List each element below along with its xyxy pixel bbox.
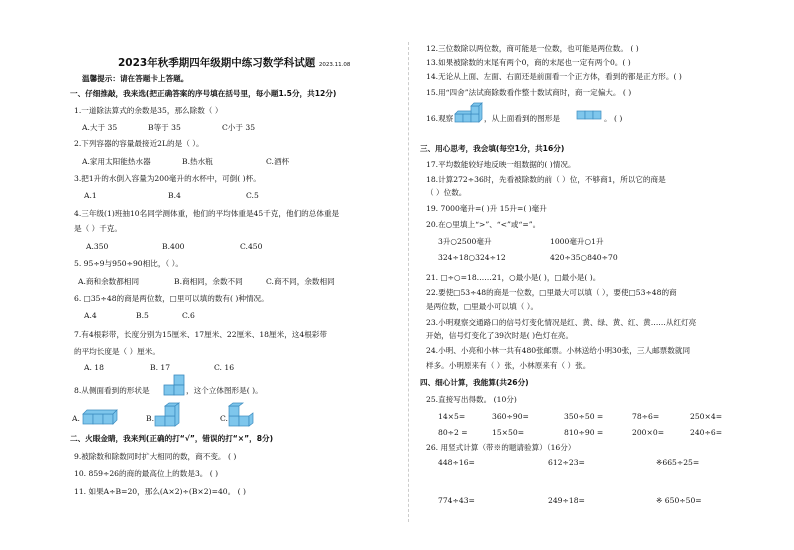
q2-b: B.热水瓶 (182, 157, 213, 166)
q7-b: B. 17 (150, 363, 171, 372)
q8-b: B. (146, 414, 154, 423)
q11: 11. 如果A÷B=20，那么(A×2)÷(B×2)=40。 ( ) (74, 487, 246, 496)
q5-c: C.商不同，余数相同 (266, 277, 335, 286)
section4-heading: 四、细心计算，我能算(共26分) (420, 378, 529, 387)
q21: 21. □÷○=18……21，○最小是( )，□最小是( )。 (426, 273, 601, 282)
q20d: 420÷35○840÷70 (550, 253, 618, 262)
left-column (70, 0, 390, 550)
side-view-shape-icon (163, 374, 185, 396)
q16-c: 。 ( ) (604, 114, 623, 123)
section3-heading: 三、用心思考，我会填(每空1分，共16分) (420, 144, 565, 153)
q6-b: B.5 (136, 311, 149, 320)
q13: 13.如果被除数的末尾有两个0，商的末尾也一定有两个0。( ) (426, 58, 631, 67)
q4-b: B.400 (162, 242, 185, 251)
q16-solid-icon (454, 102, 484, 126)
calc-item: 78÷6= (632, 412, 660, 421)
q2-stem: 2.下列容器的容量最接近2L的是（ ）。 (74, 139, 204, 148)
q3-b: B.4 (168, 191, 181, 200)
q8-stem: 8.从侧面看到的形状是 (74, 386, 150, 395)
calc-item: 15×50= (492, 428, 525, 437)
cube-shape-c-icon (228, 402, 262, 428)
q2-a: A.家用太阳能热水器 (82, 157, 151, 166)
q1-stem: 1.一道除法算式的余数是35，那么除数（ ） (74, 106, 223, 115)
title-date: 2023.11.08 (318, 62, 351, 68)
q9: 9.被除数和除数同时扩大相同的数，商不变。 ( ) (74, 452, 237, 461)
calc-item: 612÷23= (548, 458, 585, 467)
section1-heading: 一、仔细推敲，我来选(把正确答案的序号填在括号里，每小题1.5分，共12分) (70, 89, 337, 98)
q25: 25.直接写出得数。 (10分) (426, 395, 517, 404)
q6-stem: 6. □35÷48的商是两位数，□里可以填的数有( )种情况。 (74, 294, 269, 303)
q12: 12.三位数除以两位数，商可能是一位数，也可能是两位数。 ( ) (426, 44, 639, 53)
q16-top-view-icon (576, 110, 604, 122)
q7-c: C. 16 (214, 363, 235, 372)
calc-item: 774÷43= (438, 496, 475, 505)
tip: 温馨提示：请在答题卡上答题。 (82, 74, 189, 83)
calc-item: 80÷2 = (438, 428, 468, 437)
q16-a: 16.观察 (426, 114, 454, 123)
q15: 15.用“四舍”法试商除数看作整十数试商时，商一定偏大。 ( ) (426, 88, 632, 97)
q7-a: A. 18 (84, 363, 104, 372)
calc-item: 249÷18= (548, 496, 585, 505)
q19: 19. 7000毫升=( )升 15升=( )毫升 (426, 204, 547, 213)
q26: 26. 用竖式计算（带※的题请验算）（16分） (426, 443, 576, 452)
q6-c: C.6 (182, 311, 195, 320)
section2-heading: 二、火眼金睛，我来判(正确的打“√”，错误的打“×”，8分) (70, 434, 274, 443)
q23a: 23.小明观察交通路口的信号灯变化情况是红、黄、绿、黄、红、黄……从红灯亮 (426, 318, 697, 327)
q20: 20.在○里填上“>”、“<”或“=”。 (426, 220, 541, 229)
exam-title (118, 58, 350, 70)
q22a: 22.要使□53÷48的商是一位数，□里最大可以填（ ），要使□53÷48的商 (426, 288, 677, 297)
q17: 17.平均数能较好地反映一组数据的( )情况。 (426, 160, 576, 169)
calc-item: 350÷50 = (564, 412, 604, 421)
q20c: 324÷18○324÷12 (438, 253, 506, 262)
q5-a: A.商和余数都相同 (78, 277, 140, 286)
q18b: （ ）位数。 (426, 188, 467, 197)
right-column (420, 0, 770, 550)
calc-item: 240÷6= (690, 428, 723, 437)
q18a: 18.计算272÷36时，先看被除数的前（ ）位，不够商1，所以它的商是 (426, 175, 666, 184)
q8-stem-tail: ，这个立体图形是( )。 (186, 386, 263, 395)
q24a: 24.小明、小亮和小林一共有480张邮票。小林送给小明30张，三人邮票数就同 (426, 346, 691, 355)
cube-shape-b-icon (154, 402, 188, 428)
calc-item: 14×5= (438, 412, 466, 421)
q23b: 开始，信号灯变化了39次时是( )色灯在亮。 (426, 331, 574, 340)
column-divider (408, 42, 409, 522)
q3-c: C.5 (246, 191, 259, 200)
calc-item: 448÷16= (438, 458, 475, 467)
q22b: 是两位数，□里最小可以填（ ）。 (426, 302, 539, 311)
q4-stem1: 4.三年级(1)班抽10名同学测体重，他们的平均体重是45千克，他们的总体重是 (74, 209, 340, 218)
q2-c: C.酒杯 (266, 157, 290, 166)
title-main: 2023年秋季期四年级期中练习数学科试题 (118, 57, 316, 69)
q1-c: C小于 35 (222, 123, 256, 132)
q14: 14.无论从上面、左面、右面还是前面看一个正方体，看到的都是正方形。( ) (426, 72, 682, 81)
q5-b: B.商相同，余数不同 (174, 277, 243, 286)
q4-c: C.450 (240, 242, 263, 251)
q16-b: ，从上面看到的图形是 (484, 114, 560, 123)
q20b: 1000毫升○1升 (550, 237, 604, 246)
q7-stem1: 7.有4根彩带，长度分别为15厘米、17厘米、22厘米、18厘米，这4根彩带 (74, 330, 327, 339)
q6-a: A.4 (84, 311, 97, 320)
q8-c: C. (220, 414, 228, 423)
q4-a: A.350 (86, 242, 109, 251)
calc-item: ※ 650÷50= (656, 496, 702, 505)
q3-stem: 3.把1升的水倒入容量为200毫升的水杯中，可倒( )杯。 (74, 174, 261, 183)
q7-stem2: 的平均长度是（ ）厘米。 (74, 347, 160, 356)
q1-b: B等于 35 (148, 123, 181, 132)
cube-shape-a-icon (82, 404, 122, 426)
q1-a: A.大于 35 (82, 123, 118, 132)
calc-item: 200×0= (632, 428, 665, 437)
q8-a: A. (72, 414, 80, 423)
q10: 10. 859÷26的商的最高位上的数是3。 ( ) (74, 469, 219, 478)
calc-item: ※665÷25= (656, 458, 700, 467)
q24b: 样多。小明原来有（ ）张，小林原来有（ ）张。 (426, 361, 591, 370)
q4-stem2: 是（ ）千克。 (74, 224, 122, 233)
q5-stem: 5. 95÷9与950÷90相比，（ ）。 (74, 259, 184, 268)
calc-item: 360÷90= (492, 412, 529, 421)
calc-item: 810÷90 = (564, 428, 604, 437)
q20a: 3升○2500毫升 (438, 237, 492, 246)
q3-a: A.1 (84, 191, 97, 200)
calc-item: 250×4= (690, 412, 723, 421)
